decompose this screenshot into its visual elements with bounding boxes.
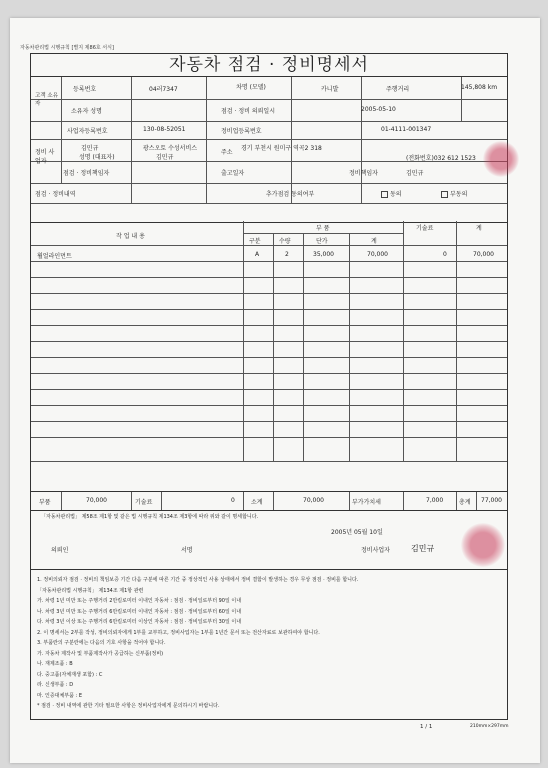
note-line: 가. 자동차 제작사 및 부품제작사가 공급하는 신부품(정비) <box>37 650 164 657</box>
disagree-checkbox[interactable] <box>441 191 448 198</box>
biz-reg-no-value: 130-08-52051 <box>143 126 186 133</box>
labor-total-value: 0 <box>231 497 235 504</box>
note-line: 가. 차령 1년 미만 또는 주행거리 2만킬로미터 이내인 자동차 : 점검 · 정비일로부터 90일 이내 <box>37 598 242 604</box>
parts-label: 점검 · 정비내역 <box>35 191 76 198</box>
col-parts-header: 부 품 <box>316 225 330 232</box>
row-type: A <box>255 251 260 258</box>
col-work-header: 작 업 내 용 <box>116 233 145 240</box>
parts-total-label: 부품 <box>39 499 51 506</box>
customer-label: 의뢰인 <box>51 547 69 554</box>
row-price: 35,000 <box>313 251 334 258</box>
sub-price-header: 단가 <box>316 238 328 245</box>
rep-label: 성명 (대표자) <box>79 154 115 161</box>
note-line: 「자동차관리법 시행규칙」 제134조 제1항 관련 <box>37 587 144 594</box>
official-seal-stamp <box>483 141 519 177</box>
agree-checkbox[interactable] <box>381 191 388 198</box>
rep-name-value: 김민규 <box>81 145 99 152</box>
subtotal-value: 70,000 <box>303 497 324 504</box>
row-qty: 2 <box>285 251 289 258</box>
note-line: 나. 재제조품 : B <box>37 661 73 667</box>
signature-block <box>30 509 508 570</box>
document-title: 자동차 점검 · 정비명세서 <box>30 53 508 77</box>
mileage-label: 주행거리 <box>386 86 410 93</box>
row-work: 휠얼라인먼트 <box>37 253 72 260</box>
col-labor-header: 기술료 <box>416 225 434 232</box>
subtotal-label: 소계 <box>251 499 263 506</box>
delivery-label: 출고일자 <box>221 170 245 177</box>
car-name-label: 차명 (모델) <box>236 84 266 91</box>
inspect-date-label: 점검 · 정비 의뢰일시 <box>221 108 275 115</box>
reg-no-label: 등록번호 <box>73 86 97 93</box>
col-total-header: 계 <box>476 225 482 232</box>
row-labor: 0 <box>443 251 447 258</box>
note-line: 1. 정비의뢰자 점검 · 정비의 책임보증 기간 다음 구분에 따른 기간 중 정상적인 사용 상태에서 정비 결함이 발생하는 경우 무상 점검 · 정비를 합니다. <box>37 577 359 583</box>
disagree-option[interactable]: 부동의 <box>441 189 467 198</box>
work-items-table <box>30 221 508 492</box>
paper-size: 210mm×297mm <box>470 724 509 729</box>
car-name-value: 카니발 <box>321 86 339 93</box>
warranty-label: 추가점검 동의여부 <box>266 191 315 198</box>
parts-total-value: 70,000 <box>86 497 107 504</box>
vat-value: 7,000 <box>426 497 444 504</box>
note-line: 마. 인증대체부품 : E <box>37 692 83 699</box>
total-value: 77,000 <box>481 497 502 504</box>
notes-block <box>30 569 508 720</box>
address-value: 경기 부천시 원미구 역곡2 318 <box>241 145 322 152</box>
totals-row <box>30 491 508 511</box>
note-line: 다. 중고품(자체재생 포함) : C <box>37 671 103 678</box>
operator-seal-stamp <box>461 523 505 567</box>
mileage-value: 145,808 km <box>461 84 498 91</box>
header-grid <box>30 76 508 223</box>
sub-qty-header: 수량 <box>279 238 291 245</box>
operator-label: 정비사업자 <box>361 547 390 554</box>
inspect-date-value: 2005-05-10 <box>361 106 396 113</box>
labor-total-label: 기술료 <box>135 499 153 506</box>
biz-reg-no-label: 사업자등록번호 <box>67 128 108 135</box>
total-label: 총계 <box>459 499 471 506</box>
sub-type-header: 구분 <box>249 238 261 245</box>
operator-name: 김민규 <box>411 544 435 553</box>
biz-name-value: 광스오토 수성서비스 <box>143 145 198 152</box>
customer-sign: 서명 <box>181 547 193 554</box>
sub-sum-header: 계 <box>371 238 377 245</box>
phone-value: (전화번호)032 612 1523 <box>406 155 476 162</box>
reg-no-value: 04러7347 <box>149 86 178 93</box>
agree-option[interactable]: 동의 <box>381 189 402 198</box>
rep-name-value-2: 김민규 <box>156 154 174 161</box>
note-line: 나. 차령 3년 미만 또는 주행거리 6만킬로미터 이내인 자동차 : 점검 · 정비일로부터 60일 이내 <box>37 608 242 615</box>
vat-label: 부가가치세 <box>352 499 381 506</box>
note-line: 2. 이 명세서는 2부를 작성, 정비의뢰자에게 1부를 교부하고, 정비사업자는 1부를 1년간 문서 또는 전산자료로 보관하여야 합니다. <box>37 629 320 636</box>
repair-manager-value: 김민규 <box>406 170 424 177</box>
note-line: 라. 신생부품 : D <box>37 682 74 688</box>
note-line: 3. 부품란의 구분란에는 다음의 기호 사항을 적어야 합니다. <box>37 640 166 646</box>
note-line: * 점검 · 정비 내역에 관한 기타 필요한 사항은 정비사업자에게 문의하시기 바랍니다. <box>37 703 220 709</box>
row-sum: 70,000 <box>367 251 388 258</box>
repair-manager-label: 정비책임자 <box>349 170 378 177</box>
form-id: 자동차관리법 시행규칙 [별지 제86호 서식] <box>20 45 114 51</box>
repair-reg-no-label: 정비업등록번호 <box>221 128 262 135</box>
owner-name-label: 소유자 성명 <box>71 108 102 115</box>
inspector-label: 점검 · 정비책임자 <box>63 170 110 177</box>
repair-biz-label: 정비 사업자 <box>35 149 55 165</box>
repair-reg-no-value: 01-4111-001347 <box>381 126 432 133</box>
note-line: 다. 차령 3년 이상 또는 주행거리 6만킬로미터 이상인 자동차 : 점검 · 정비일로부터 30일 이내 <box>37 619 242 625</box>
address-label: 주소 <box>221 149 233 156</box>
page-number: 1 / 1 <box>420 724 433 730</box>
owner-section-label: 고객 소유자 <box>35 93 59 107</box>
statement-text: 「자동차관리법」 제58조 제1항 및 같은 법 시행규칙 제134조 제3항에 따라 위와 같이 명세합니다. <box>41 514 259 520</box>
row-total: 70,000 <box>473 251 494 258</box>
signature-date: 2005년 05월 10일 <box>331 529 383 536</box>
